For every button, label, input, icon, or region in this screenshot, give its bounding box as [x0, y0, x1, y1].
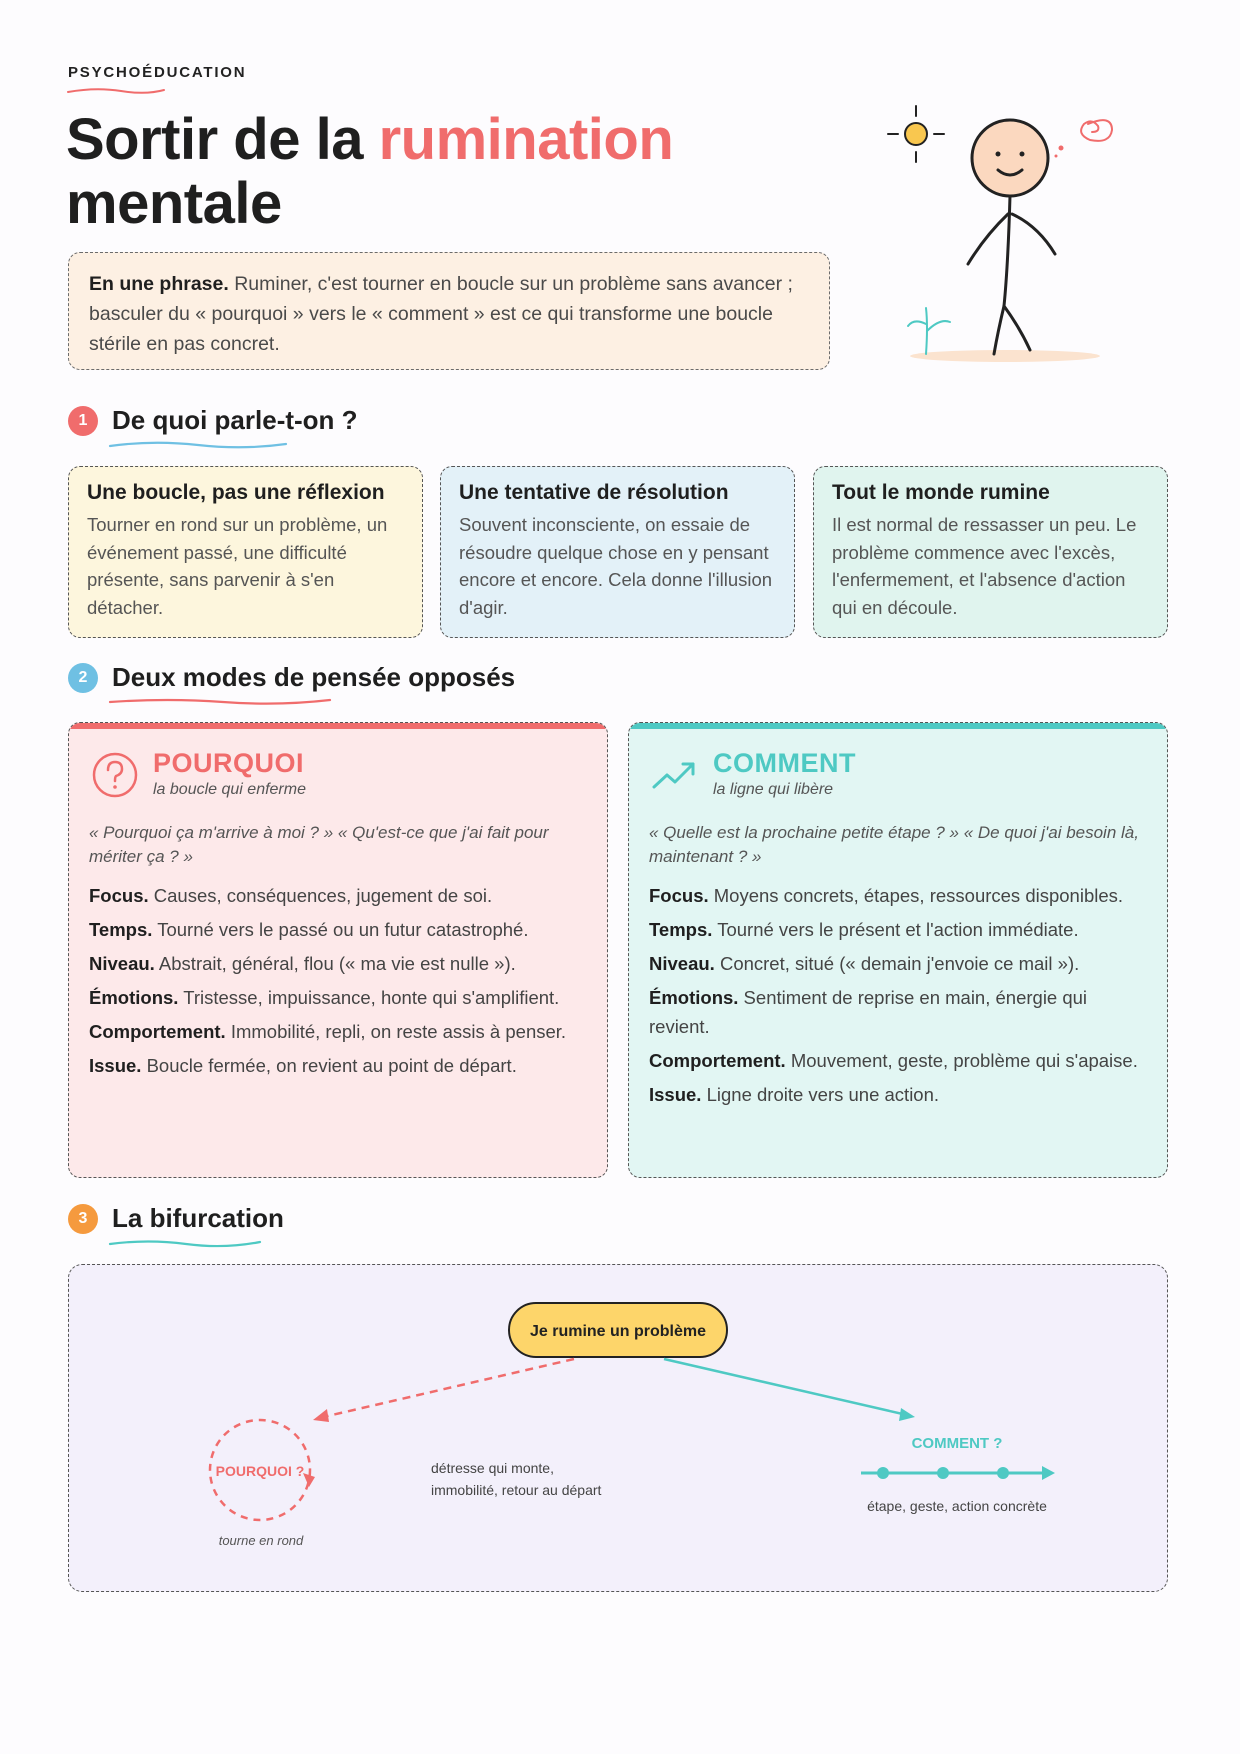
title-accent: rumination [378, 107, 674, 172]
mode-comment-card [628, 722, 1168, 1178]
mode-comment-name: COMMENT [713, 748, 856, 778]
start-node-label: Je rumine un problème [529, 1323, 707, 1340]
ground-shadow [910, 350, 1100, 362]
section-2-underline [108, 697, 333, 707]
middle-caption-line1: détresse qui monte, [431, 1460, 554, 1476]
page-title [66, 108, 826, 236]
card-boucle [68, 466, 423, 638]
mode-comment-quote: « Quelle est la prochaine petite étape ? » « De quoi j'ai besoin là, maintenant ? » [649, 823, 1139, 866]
mode-pourquoi-subtitle: la boucle qui enferme [153, 781, 306, 798]
title-part2: mentale [66, 171, 282, 236]
arrow-to-comment [664, 1359, 915, 1421]
comment-line [861, 1435, 1055, 1514]
section-3-number: 3 [68, 1204, 98, 1234]
section-1-underline [108, 440, 288, 450]
mode-pourquoi-quote: « Pourquoi ça m'arrive à moi ? » « Qu'est-ce que j'ai fait pour mériter ça ? » [89, 823, 549, 866]
card-tentative-text: Souvent inconsciente, on essaie de résoudre quelque chose en y pensant encore et encore. Cela donne l'illusion d'agir. [459, 514, 773, 618]
swirl-icon [1055, 120, 1113, 157]
sun-icon [888, 106, 944, 162]
section-3-underline [108, 1239, 263, 1249]
pourquoi-emotions: Émotions. Tristesse, impuissance, honte qui s'amplifient. [89, 987, 560, 1008]
pourquoi-comportement: Comportement. Immobilité, repli, on reste assis à penser. [89, 1021, 567, 1042]
pourquoi-loop-caption: tourne en rond [218, 1533, 304, 1548]
section-2-header [68, 662, 515, 693]
eyebrow-label: PSYCHOÉDUCATION [68, 64, 247, 81]
mode-comment-subtitle: la ligne qui libère [713, 781, 834, 798]
pourquoi-niveau: Niveau. Abstrait, général, flou (« ma vie est nulle »). [89, 953, 516, 974]
comment-emotions: Émotions. Sentiment de reprise en main, énergie qui revient. [649, 987, 1088, 1037]
card-tout-le-monde-text: Il est normal de ressasser un peu. Le problème commence avec l'excès, l'enfermement, et l'absence d'action qui en découle. [832, 514, 1137, 618]
section-3-title: La bifurcation [112, 1203, 284, 1233]
start-node [509, 1303, 727, 1357]
mode-pourquoi-card [68, 722, 608, 1178]
summary-lead: En une phrase. [89, 273, 229, 295]
card-tout-le-monde [813, 466, 1168, 638]
section-1-number: 1 [68, 406, 98, 436]
bifurcation-diagram [68, 1264, 1168, 1592]
middle-caption [431, 1460, 602, 1498]
pourquoi-issue: Issue. Boucle fermée, on revient au point de départ. [89, 1055, 517, 1076]
mode-pourquoi-name: POURQUOI [153, 748, 305, 778]
comment-niveau: Niveau. Concret, situé (« demain j'envoie ce mail »). [649, 953, 1080, 974]
card-tentative-title: Une tentative de résolution [459, 481, 729, 504]
card-tentative [440, 466, 795, 638]
question-circle-icon [89, 751, 145, 799]
stick-figure-illustration [880, 96, 1140, 371]
pourquoi-focus: Focus. Causes, conséquences, jugement de soi. [89, 885, 493, 906]
comment-line-caption: étape, geste, action concrète [867, 1498, 1047, 1514]
arrow-to-pourquoi [313, 1359, 574, 1422]
section-3-header [68, 1203, 284, 1234]
mode-pourquoi-topbar [69, 723, 607, 729]
comment-line-label: COMMENT ? [911, 1435, 1003, 1452]
comment-focus: Focus. Moyens concrets, étapes, ressources disponibles. [649, 885, 1124, 906]
section-2-number: 2 [68, 663, 98, 693]
pourquoi-loop-label: POURQUOI ? [215, 1463, 305, 1479]
card-boucle-text: Tourner en rond sur un problème, un événement passé, une difficulté présente, sans parvenir à s'en détacher. [87, 514, 388, 618]
section-1-title: De quoi parle-t-on ? [112, 405, 358, 435]
card-boucle-title: Une boucle, pas une réflexion [87, 481, 385, 504]
title-part1: Sortir de la [66, 107, 379, 172]
trending-up-icon [649, 751, 705, 799]
pourquoi-loop [210, 1420, 315, 1548]
eyebrow-underline [66, 86, 166, 96]
comment-issue: Issue. Ligne droite vers une action. [649, 1084, 940, 1105]
plant-icon [908, 308, 950, 354]
mode-comment-topbar [629, 723, 1167, 729]
comment-temps: Temps. Tourné vers le présent et l'action immédiate. [649, 919, 1079, 940]
section-2-title: Deux modes de pensée opposés [112, 662, 516, 692]
comment-comportement: Comportement. Mouvement, geste, problème qui s'apaise. [649, 1050, 1138, 1071]
middle-caption-line2: immobilité, retour au départ [431, 1482, 602, 1498]
section-1-header [68, 405, 358, 436]
bifurcation-svg [69, 1265, 1169, 1593]
pourquoi-temps: Temps. Tourné vers le passé ou un futur catastrophé. [89, 919, 529, 940]
person-icon [968, 120, 1055, 354]
summary-box [68, 252, 830, 370]
card-tout-le-monde-title: Tout le monde rumine [832, 481, 1050, 504]
summary-text: Ruminer, c'est tourner en boucle sur un problème sans avancer ; basculer du « pourquoi » vers le « comment » est ce qui transforme une boucle stérile en pas concret. [89, 273, 793, 355]
